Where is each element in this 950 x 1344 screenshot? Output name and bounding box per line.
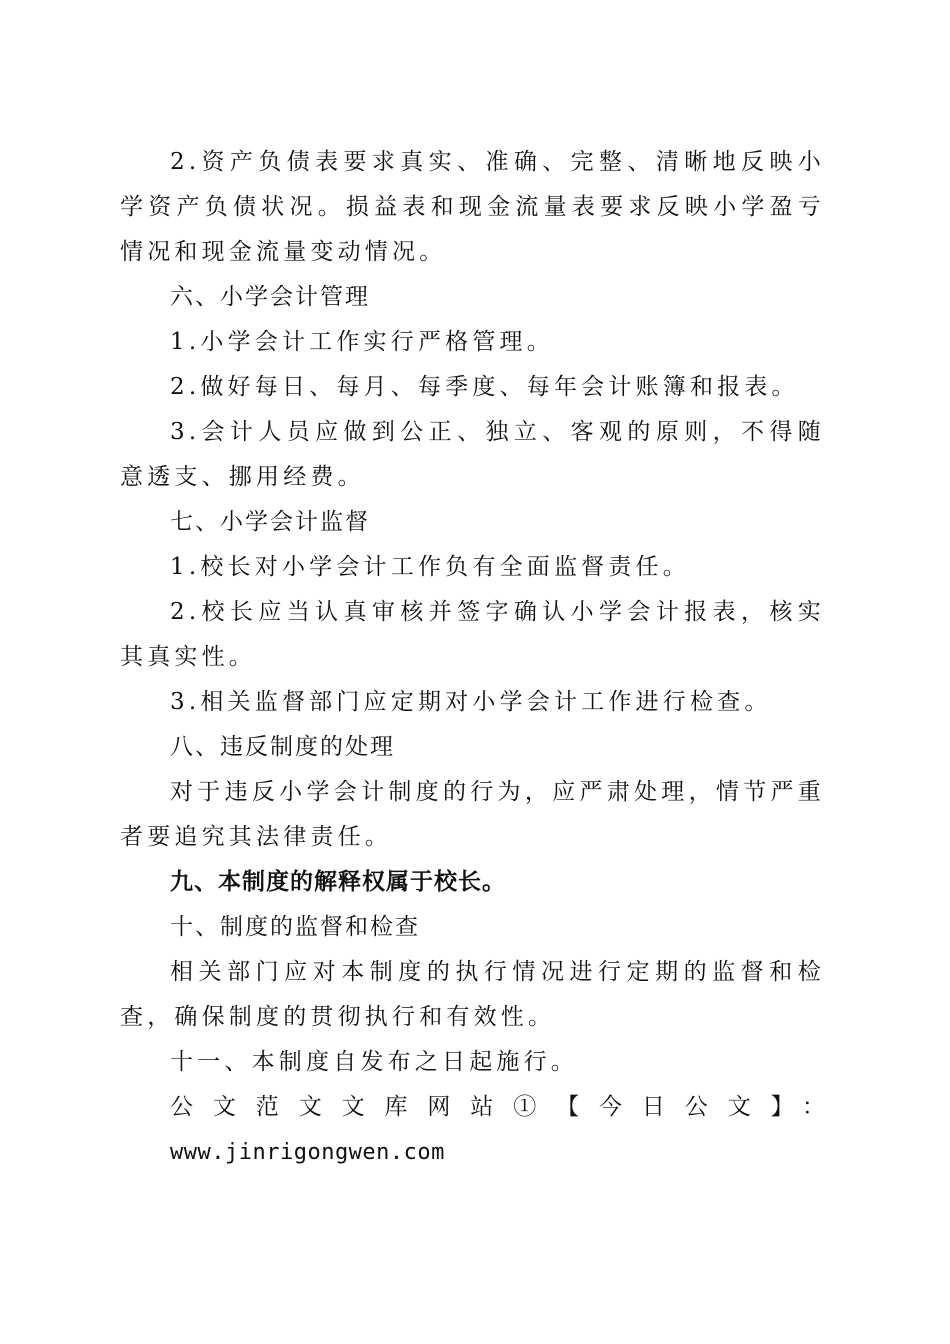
paragraph-management-1: 1.小学会计工作实行严格管理。 — [170, 329, 554, 355]
footer-site-url[interactable]: www.jinrigongwen.com — [170, 1140, 445, 1165]
paragraph-management-3: 3.会计人员应做到公正、独立、客观的原则，不得随意透支、挪用经费。 — [120, 419, 825, 490]
section-heading-management: 六、小学会计管理 — [170, 284, 370, 310]
paragraph-management-2: 2.做好每日、每月、每季度、每年会计账簿和报表。 — [170, 374, 799, 400]
paragraph-supervision-3: 3.相关监督部门应定期对小学会计工作进行检查。 — [170, 689, 772, 715]
paragraph-violations: 对于违反小学会计制度的行为，应严肃处理，情节严重者要追究其法律责任。 — [120, 779, 825, 850]
section-heading-violations: 八、违反制度的处理 — [170, 734, 395, 760]
section-heading-interpretation: 九、本制度的解释权属于校长。 — [170, 869, 506, 895]
paragraph-inspection: 相关部门应对本制度的执行情况进行定期的监督和检查，确保制度的贯彻执行和有效性。 — [120, 959, 825, 1030]
paragraph-balance-sheet: 2.资产负债表要求真实、准确、完整、清晰地反映小学资产负债状况。损益表和现金流量表要求反映小学盈亏情况和现金流量变动情况。 — [120, 149, 825, 265]
paragraph-effective-date: 十一、本制度自发布之日起施行。 — [170, 1049, 578, 1075]
section-heading-supervision: 七、小学会计监督 — [170, 509, 370, 535]
footer-site-label: 公文范文文库网站①【今日公文】： — [170, 1094, 825, 1120]
document-body — [120, 140, 825, 1175]
section-heading-inspection: 十、制度的监督和检查 — [170, 914, 420, 940]
paragraph-supervision-1: 1.校长对小学会计工作负有全面监督责任。 — [170, 554, 690, 580]
paragraph-supervision-2: 2.校长应当认真审核并签字确认小学会计报表，核实其真实性。 — [120, 599, 825, 670]
